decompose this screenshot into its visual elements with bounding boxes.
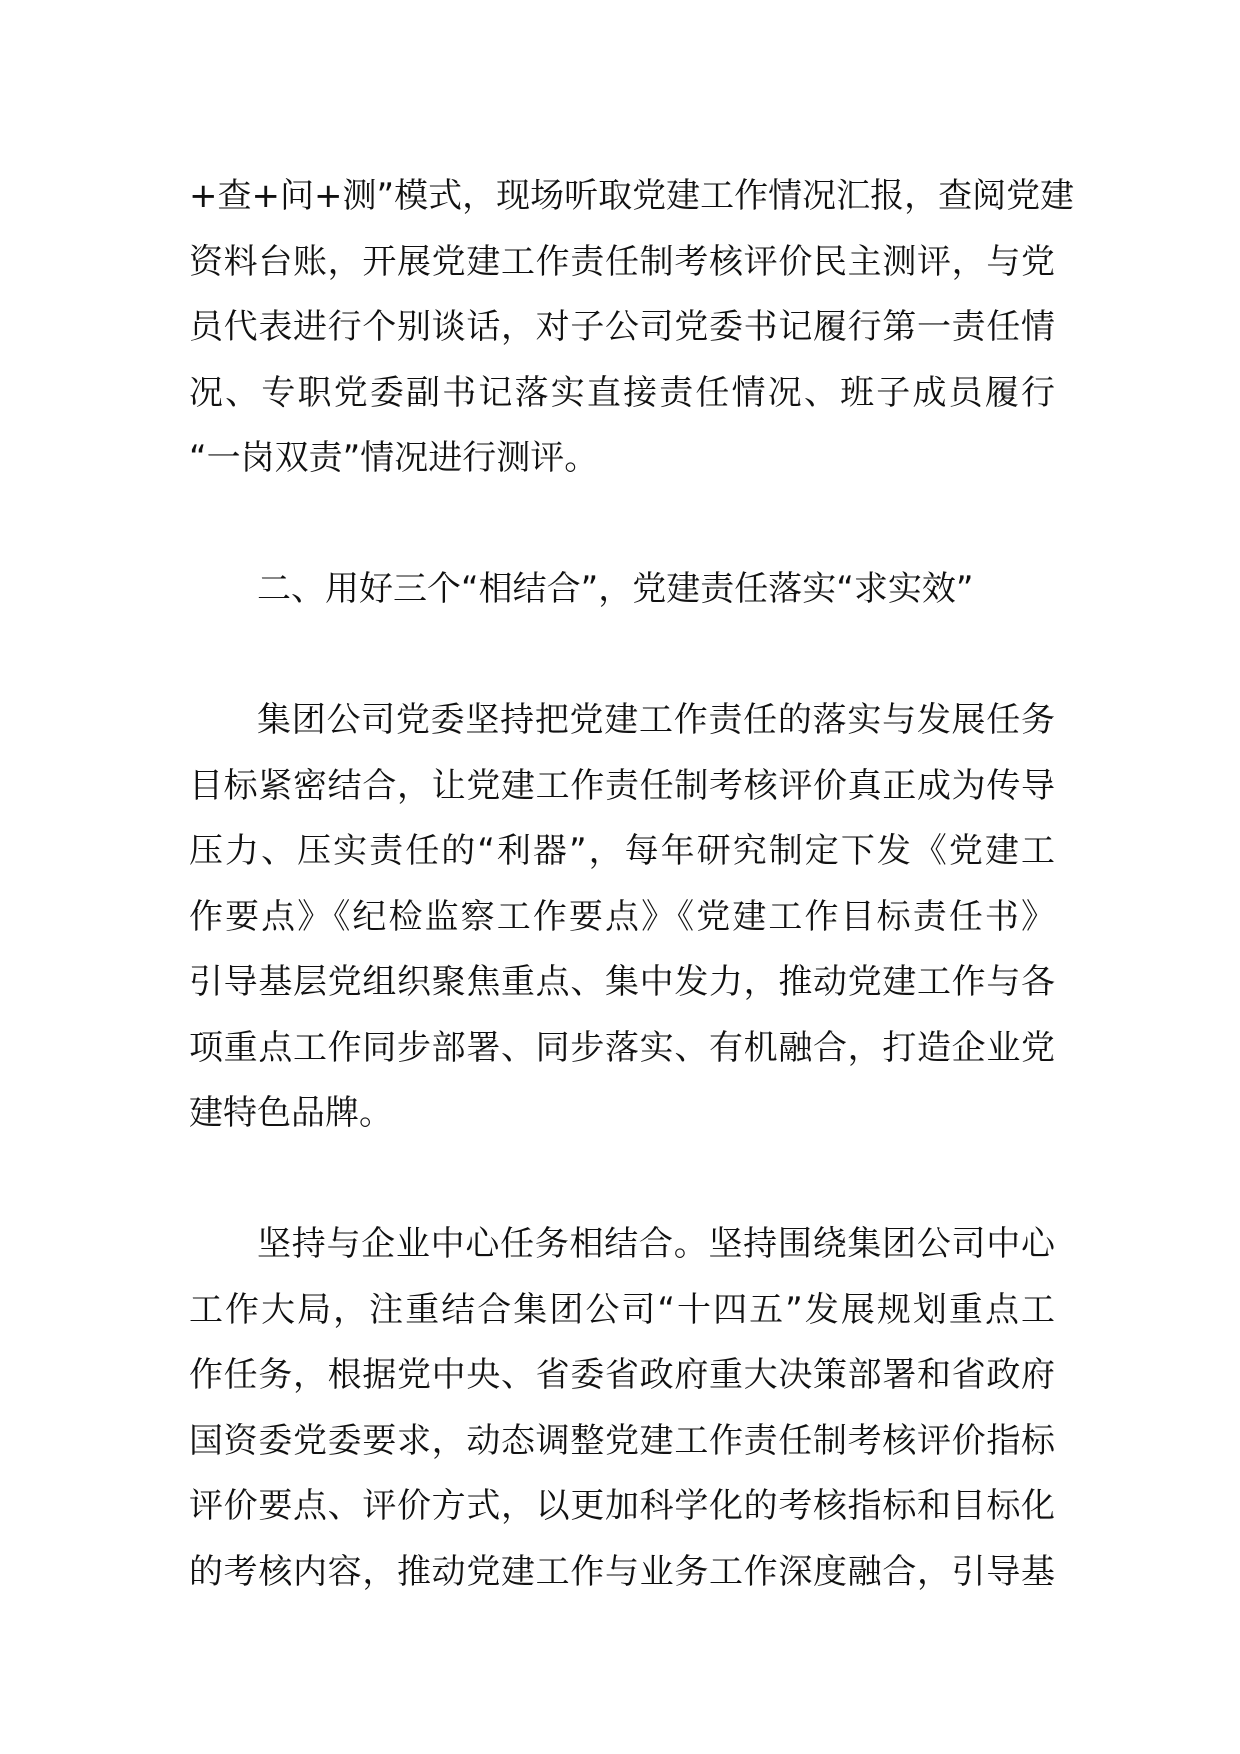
text-line: 况、专职党委副书记落实直接责任情况、班子成员履行: [189, 372, 1055, 413]
paragraph: [189, 164, 1075, 492]
text-line: “一岗双责”情况进行测评。: [189, 438, 599, 478]
text-line: 国资委党委要求，动态调整党建工作责任制考核评价指标: [189, 1420, 1055, 1461]
text-line: 资料台账，开展党建工作责任制考核评价民主测评，与党: [189, 241, 1055, 282]
text-line: +查+问+测”模式，现场听取党建工作情况汇报，查阅党建: [189, 176, 1075, 216]
heading-text: 二、用好三个“相结合”，党建责任落实“求实效”: [257, 569, 974, 609]
text-line: 集团公司党委坚持把党建工作责任的落实与发展任务: [257, 700, 1055, 740]
text-line: 压力、压实责任的“利器”，每年研究制定下发《党建工: [189, 831, 1055, 871]
text-line: 引导基层党组织聚焦重点、集中发力，推动党建工作与各: [189, 962, 1055, 1002]
text-line: 作任务，根据党中央、省委省政府重大决策部署和省政府: [189, 1355, 1055, 1395]
text-line: 目标紧密结合，让党建工作责任制考核评价真正成为传导: [189, 765, 1055, 806]
paragraph: [189, 688, 1055, 1147]
text-line: 建特色品牌。: [189, 1093, 393, 1133]
paragraph-spacer: [189, 1147, 1055, 1213]
text-line: 项重点工作同步部署、同步落实、有机融合，打造企业党: [189, 1027, 1055, 1068]
text-line: 坚持与企业中心任务相结合。坚持围绕集团公司中心: [257, 1224, 1055, 1264]
section-heading: [189, 557, 1055, 623]
text-line: 员代表进行个别谈话，对子公司党委书记履行第一责任情: [189, 307, 1055, 347]
text-line: 的考核内容，推动党建工作与业务工作深度融合，引导基: [189, 1551, 1055, 1592]
paragraph-spacer: [189, 492, 1055, 558]
text-line: 作要点》《纪检监察工作要点》《党建工作目标责任书》: [189, 896, 1055, 937]
paragraph-spacer: [189, 623, 1055, 689]
text-line: 工作大局，注重结合集团公司“十四五”发展规划重点工: [189, 1289, 1055, 1330]
document-body: [189, 164, 1075, 1605]
text-line: 评价要点、评价方式，以更加科学化的考核指标和目标化: [189, 1486, 1055, 1526]
paragraph: [189, 1212, 1055, 1605]
